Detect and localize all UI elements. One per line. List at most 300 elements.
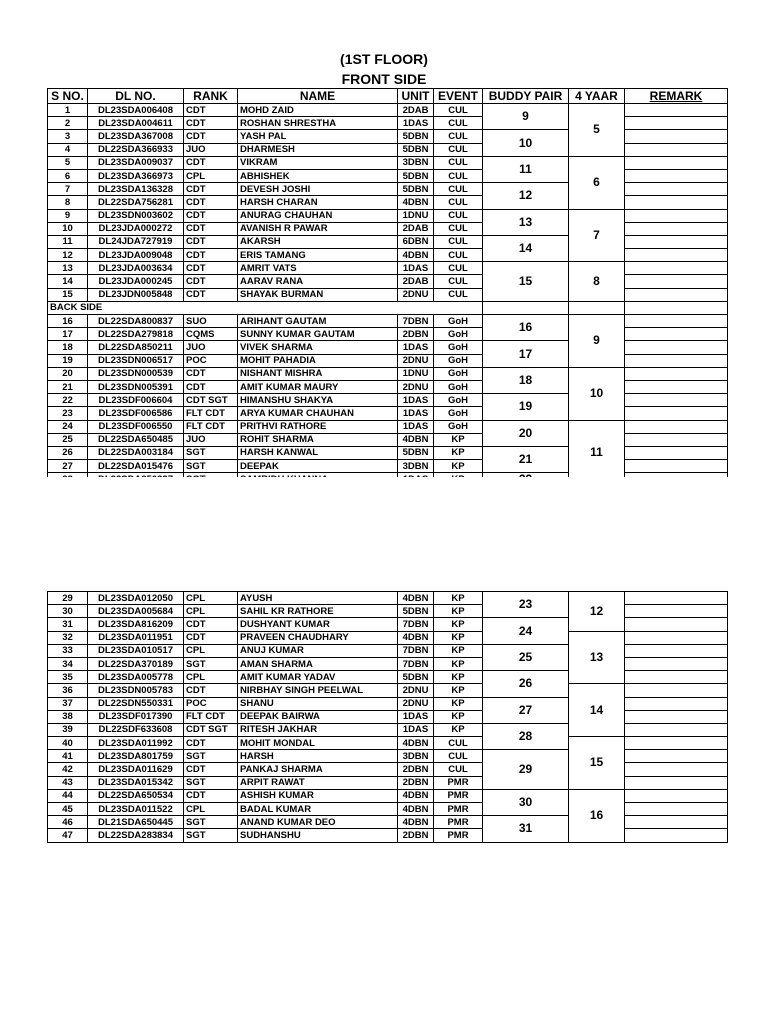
sno-cell: 8 — [48, 196, 88, 209]
dlno-cell: DL23SDA011992 — [88, 737, 184, 750]
rank-cell: FLT CDT — [184, 420, 238, 433]
buddy-pair-cell: 19 — [483, 394, 569, 420]
name-cell: DUSHYANT KUMAR — [238, 618, 398, 631]
event-cell: KP — [434, 644, 483, 657]
remark-cell — [625, 367, 728, 380]
buddy-pair-cell: 12 — [483, 183, 569, 209]
buddy-pair-cell: 9 — [483, 104, 569, 130]
sno-cell: 1 — [48, 104, 88, 117]
table-row — [48, 710, 728, 723]
table-row — [48, 315, 728, 328]
dlno-cell: DL22SDA003184 — [88, 446, 184, 459]
name-cell: NIRBHAY SINGH PEELWAL — [238, 684, 398, 697]
table-row — [48, 275, 728, 288]
dlno-cell: DL23JDN005848 — [88, 288, 184, 301]
dlno-cell: DL23SDF006604 — [88, 394, 184, 407]
remark-cell — [625, 618, 728, 631]
buddy-pair-cell: 17 — [483, 341, 569, 367]
sno-cell: 3 — [48, 130, 88, 143]
remark-cell — [625, 249, 728, 262]
name-cell: SHAYAK BURMAN — [238, 288, 398, 301]
name-cell: AVANISH R PAWAR — [238, 222, 398, 235]
dlno-cell: DL23SDA005778 — [88, 671, 184, 684]
table-row — [48, 671, 728, 684]
rank-cell: SGT — [184, 657, 238, 670]
col-rank: RANK — [184, 89, 238, 104]
buddy-pair-cell: 18 — [483, 367, 569, 393]
table-row — [48, 196, 728, 209]
table-row — [48, 631, 728, 644]
name-cell: AKARSH — [238, 235, 398, 248]
buddy-pair-cell: 23 — [483, 592, 569, 618]
table-row — [48, 341, 728, 354]
name-cell: DEVESH JOSHI — [238, 183, 398, 196]
dlno-cell: DL22SDA850211 — [88, 341, 184, 354]
rank-cell: SUO — [184, 315, 238, 328]
table-row — [48, 763, 728, 776]
sno-cell: 6 — [48, 169, 88, 182]
buddy-pair-cell: 16 — [483, 315, 569, 341]
event-cell: CUL — [434, 222, 483, 235]
name-cell: ABHISHEK — [238, 169, 398, 182]
remark-cell — [625, 315, 728, 328]
dlno-cell: DL21SDA650445 — [88, 816, 184, 829]
rank-cell: CPL — [184, 605, 238, 618]
dlno-cell: DL23SDA366973 — [88, 169, 184, 182]
sno-cell: 13 — [48, 262, 88, 275]
rank-cell: CDT — [184, 631, 238, 644]
name-cell: ROSHAN SHRESTHA — [238, 117, 398, 130]
name-cell: AMRIT VATS — [238, 262, 398, 275]
event-cell: CUL — [434, 275, 483, 288]
sno-cell: 21 — [48, 380, 88, 393]
unit-cell: 2DNU — [398, 288, 434, 301]
event-cell: GoH — [434, 367, 483, 380]
table-row — [48, 262, 728, 275]
table-row — [48, 723, 728, 736]
sno-cell: 42 — [48, 763, 88, 776]
unit-cell: 1DAS — [398, 117, 434, 130]
unit-cell: 2DAB — [398, 222, 434, 235]
event-cell: PMR — [434, 816, 483, 829]
remark-cell — [625, 829, 728, 842]
remark-cell — [625, 446, 728, 459]
remark-cell — [625, 750, 728, 763]
rank-cell: CDT — [184, 196, 238, 209]
table-row — [48, 235, 728, 248]
remark-cell — [625, 328, 728, 341]
name-cell: DHARMESH — [238, 143, 398, 156]
event-cell: CUL — [434, 117, 483, 130]
remark-cell — [625, 380, 728, 393]
table-row — [48, 644, 728, 657]
remark-cell — [625, 143, 728, 156]
unit-cell: 3DBN — [398, 460, 434, 473]
sno-cell: 22 — [48, 394, 88, 407]
event-cell: KP — [434, 618, 483, 631]
event-cell: CUL — [434, 288, 483, 301]
name-cell: RITESH JAKHAR — [238, 723, 398, 736]
buddy-pair-cell: 28 — [483, 723, 569, 749]
floor-title: (1ST FLOOR) — [340, 51, 428, 67]
table-row — [48, 816, 728, 829]
table-row — [48, 380, 728, 393]
remark-cell — [625, 288, 728, 301]
dlno-cell: DL22SDA015476 — [88, 460, 184, 473]
rank-cell: CDT — [184, 789, 238, 802]
name-cell: HARSH CHARAN — [238, 196, 398, 209]
event-cell: KP — [434, 723, 483, 736]
remark-cell — [625, 117, 728, 130]
rank-cell: SGT — [184, 750, 238, 763]
rank-cell: CPL — [184, 803, 238, 816]
name-cell: ARIHANT GAUTAM — [238, 315, 398, 328]
sno-cell: 16 — [48, 315, 88, 328]
dlno-cell: DL23SDA006408 — [88, 104, 184, 117]
dlno-cell: DL24JDA727919 — [88, 235, 184, 248]
table-row — [48, 592, 728, 605]
dlno-cell: DL23SDA367008 — [88, 130, 184, 143]
event-cell: KP — [434, 446, 483, 459]
unit-cell: 2DNU — [398, 380, 434, 393]
buddy-pair-cell: 29 — [483, 750, 569, 790]
rank-cell: SGT — [184, 460, 238, 473]
dlno-cell: DL22SDA283834 — [88, 829, 184, 842]
table-row — [48, 460, 728, 473]
unit-cell: 7DBN — [398, 644, 434, 657]
table-row — [48, 249, 728, 262]
yaar-cell: 7 — [569, 209, 625, 262]
rank-cell: CDT — [184, 262, 238, 275]
yaar-cell: 5 — [569, 104, 625, 157]
dlno-cell: DL23SDA136328 — [88, 183, 184, 196]
yaar-cell: 9 — [569, 315, 625, 368]
buddy-pair-cell: 25 — [483, 644, 569, 670]
unit-cell: 7DBN — [398, 315, 434, 328]
rank-cell: CDT — [184, 156, 238, 169]
dlno-cell: DL23SDA011629 — [88, 763, 184, 776]
name-cell: PRITHVI RATHORE — [238, 420, 398, 433]
buddy-pair-cell: 27 — [483, 697, 569, 723]
remark-cell — [625, 196, 728, 209]
unit-cell: 7DBN — [398, 657, 434, 670]
table-row — [48, 446, 728, 459]
dlno-cell: DL22SDA800837 — [88, 315, 184, 328]
rank-cell: CDT — [184, 209, 238, 222]
rank-cell: JUO — [184, 433, 238, 446]
rank-cell: CDT — [184, 130, 238, 143]
table-row — [48, 394, 728, 407]
sno-cell: 30 — [48, 605, 88, 618]
rank-cell: JUO — [184, 143, 238, 156]
event-cell: CUL — [434, 130, 483, 143]
event-cell: PMR — [434, 776, 483, 789]
remark-cell — [625, 262, 728, 275]
unit-cell: 1DAS — [398, 341, 434, 354]
dlno-cell: DL23SDA801759 — [88, 750, 184, 763]
buddy-pair-cell: 26 — [483, 671, 569, 697]
remark-cell — [625, 737, 728, 750]
yaar-empty — [569, 301, 625, 314]
name-cell: HARSH — [238, 750, 398, 763]
remark-cell — [625, 631, 728, 644]
name-cell: AMIT KUMAR YADAV — [238, 671, 398, 684]
buddy-pair-cell: 21 — [483, 446, 569, 472]
remark-cell — [625, 605, 728, 618]
dlno-cell: DL23JDA003634 — [88, 262, 184, 275]
name-cell: AARAV RANA — [238, 275, 398, 288]
buddy-pair-cell: 20 — [483, 420, 569, 446]
unit-cell: 2DBN — [398, 328, 434, 341]
rank-cell: SGT — [184, 446, 238, 459]
name-cell: DEEPAK BAIRWA — [238, 710, 398, 723]
remark-cell — [625, 394, 728, 407]
name-cell: ROHIT SHARMA — [238, 433, 398, 446]
event-cell: GoH — [434, 407, 483, 420]
rank-cell: CDT SGT — [184, 394, 238, 407]
unit-cell: 5DBN — [398, 183, 434, 196]
unit-cell: 1DNU — [398, 209, 434, 222]
unit-cell: 1DAS — [398, 262, 434, 275]
rank-cell: CDT SGT — [184, 723, 238, 736]
table-row — [48, 433, 728, 446]
table-row — [48, 420, 728, 433]
rank-cell: CDT — [184, 275, 238, 288]
table-row — [48, 117, 728, 130]
table-row — [48, 697, 728, 710]
sno-cell: 26 — [48, 446, 88, 459]
rank-cell: CDT — [184, 288, 238, 301]
event-cell: KP — [434, 592, 483, 605]
dlno-cell: DL22SDA650485 — [88, 433, 184, 446]
sno-cell: 10 — [48, 222, 88, 235]
name-cell: HIMANSHU SHAKYA — [238, 394, 398, 407]
yaar-cell: 13 — [569, 631, 625, 684]
unit-cell: 5DBN — [398, 143, 434, 156]
dlno-cell: DL23SDA012050 — [88, 592, 184, 605]
yaar-cell: 6 — [569, 156, 625, 209]
dlno-cell: DL23SDA009037 — [88, 156, 184, 169]
event-cell: PMR — [434, 803, 483, 816]
name-cell: YASH PAL — [238, 130, 398, 143]
remark-cell — [625, 433, 728, 446]
event-cell: CUL — [434, 763, 483, 776]
rank-cell: CDT — [184, 183, 238, 196]
remark-cell — [625, 275, 728, 288]
header-row — [48, 89, 728, 104]
table-row — [48, 209, 728, 222]
dlno-cell: DL22SDF633608 — [88, 723, 184, 736]
event-cell: GoH — [434, 394, 483, 407]
event-cell: CUL — [434, 750, 483, 763]
unit-cell: 1DAS — [398, 394, 434, 407]
yaar-cell: 14 — [569, 684, 625, 737]
sno-cell: 43 — [48, 776, 88, 789]
unit-cell: 4DBN — [398, 789, 434, 802]
dlno-cell: DL23SDF017390 — [88, 710, 184, 723]
remark-cell — [625, 816, 728, 829]
rank-cell: POC — [184, 354, 238, 367]
event-cell: KP — [434, 710, 483, 723]
yaar-cell: 10 — [569, 367, 625, 420]
event-cell: GoH — [434, 420, 483, 433]
name-cell: MOHIT PAHADIA — [238, 354, 398, 367]
rank-cell: CDT — [184, 618, 238, 631]
sno-cell: 2 — [48, 117, 88, 130]
remark-cell — [625, 301, 728, 314]
table-row — [48, 354, 728, 367]
sno-cell: 46 — [48, 816, 88, 829]
table-row — [48, 183, 728, 196]
event-cell: KP — [434, 631, 483, 644]
dlno-cell: DL22SDA650534 — [88, 789, 184, 802]
name-cell: SUDHANSHU — [238, 829, 398, 842]
unit-cell: 2DBN — [398, 829, 434, 842]
dlno-cell: DL23SDN003602 — [88, 209, 184, 222]
event-cell: CUL — [434, 143, 483, 156]
dlno-cell: DL23SDN000539 — [88, 367, 184, 380]
event-cell: CUL — [434, 249, 483, 262]
unit-cell: 5DBN — [398, 671, 434, 684]
unit-cell: 4DBN — [398, 631, 434, 644]
unit-cell: 6DBN — [398, 235, 434, 248]
event-cell: CUL — [434, 183, 483, 196]
sno-cell: 9 — [48, 209, 88, 222]
table-row — [48, 684, 728, 697]
unit-cell: 2DBN — [398, 763, 434, 776]
sno-cell: 41 — [48, 750, 88, 763]
event-cell: CUL — [434, 196, 483, 209]
yaar-cell: 16 — [569, 789, 625, 842]
col-event: EVENT — [434, 89, 483, 104]
name-cell: DEEPAK — [238, 460, 398, 473]
buddy-pair-empty — [483, 301, 569, 314]
sno-cell: 15 — [48, 288, 88, 301]
unit-cell: 1DNU — [398, 367, 434, 380]
unit-cell: 4DBN — [398, 592, 434, 605]
name-cell: ANURAG CHAUHAN — [238, 209, 398, 222]
unit-cell: 2DBN — [398, 776, 434, 789]
sno-cell: 4 — [48, 143, 88, 156]
name-cell: SHANU — [238, 697, 398, 710]
dlno-cell: DL22SDN550331 — [88, 697, 184, 710]
col-buddy-pair: BUDDY PAIR — [483, 89, 569, 104]
table-row — [48, 104, 728, 117]
remark-cell — [625, 235, 728, 248]
remark-cell — [625, 657, 728, 670]
sno-cell: 33 — [48, 644, 88, 657]
sno-cell: 19 — [48, 354, 88, 367]
sno-cell: 38 — [48, 710, 88, 723]
unit-cell: 4DBN — [398, 816, 434, 829]
rank-cell: CPL — [184, 644, 238, 657]
dlno-cell: DL23JDA000272 — [88, 222, 184, 235]
table-row — [48, 130, 728, 143]
table-row — [48, 789, 728, 802]
event-cell: KP — [434, 671, 483, 684]
remark-cell — [625, 341, 728, 354]
rank-cell: CDT — [184, 235, 238, 248]
rank-cell: SGT — [184, 829, 238, 842]
dlno-cell: DL23SDF006586 — [88, 407, 184, 420]
roster-table-top — [47, 88, 728, 486]
rank-cell: CDT — [184, 763, 238, 776]
name-cell: AMIT KUMAR MAURY — [238, 380, 398, 393]
buddy-pair-cell: 11 — [483, 156, 569, 182]
remark-cell — [625, 684, 728, 697]
remark-cell — [625, 354, 728, 367]
col-name: NAME — [238, 89, 398, 104]
table-row — [48, 657, 728, 670]
name-cell: PANKAJ SHARMA — [238, 763, 398, 776]
sno-cell: 34 — [48, 657, 88, 670]
unit-cell: 3DBN — [398, 750, 434, 763]
event-cell: KP — [434, 657, 483, 670]
sno-cell: 17 — [48, 328, 88, 341]
sno-cell: 25 — [48, 433, 88, 446]
sno-cell: 31 — [48, 618, 88, 631]
event-cell: GoH — [434, 354, 483, 367]
unit-cell: 2DNU — [398, 697, 434, 710]
rank-cell: CPL — [184, 169, 238, 182]
unit-cell: 1DAS — [398, 420, 434, 433]
dlno-cell: DL23SDA005684 — [88, 605, 184, 618]
rank-cell: CQMS — [184, 328, 238, 341]
unit-cell: 5DBN — [398, 169, 434, 182]
dlno-cell: DL22SDA366933 — [88, 143, 184, 156]
remark-cell — [625, 420, 728, 433]
remark-cell — [625, 592, 728, 605]
table-row — [48, 750, 728, 763]
sno-cell: 29 — [48, 592, 88, 605]
roster-table-bottom — [47, 591, 728, 843]
event-cell: CUL — [434, 737, 483, 750]
yaar-cell: 12 — [569, 592, 625, 632]
unit-cell: 1DAS — [398, 723, 434, 736]
name-cell: AMAN SHARMA — [238, 657, 398, 670]
event-cell: KP — [434, 433, 483, 446]
event-cell: GoH — [434, 341, 483, 354]
unit-cell: 1DAS — [398, 710, 434, 723]
unit-cell: 2DAB — [398, 275, 434, 288]
table-row — [48, 143, 728, 156]
name-cell: SUNNY KUMAR GAUTAM — [238, 328, 398, 341]
buddy-pair-cell: 31 — [483, 816, 569, 842]
name-cell: VIVEK SHARMA — [238, 341, 398, 354]
sno-cell: 14 — [48, 275, 88, 288]
event-cell: KP — [434, 684, 483, 697]
side-title: FRONT SIDE — [341, 71, 427, 87]
table-row — [48, 169, 728, 182]
remark-cell — [625, 222, 728, 235]
rank-cell: SGT — [184, 816, 238, 829]
sno-cell: 44 — [48, 789, 88, 802]
dlno-cell: DL23SDA011951 — [88, 631, 184, 644]
table-row — [48, 328, 728, 341]
buddy-pair-cell: 14 — [483, 235, 569, 261]
unit-cell: 5DBN — [398, 446, 434, 459]
dlno-cell: DL23SDA015342 — [88, 776, 184, 789]
name-cell: ANAND KUMAR DEO — [238, 816, 398, 829]
rank-cell: CPL — [184, 592, 238, 605]
buddy-pair-cell: 15 — [483, 262, 569, 302]
dlno-cell: DL23SDA816209 — [88, 618, 184, 631]
sno-cell: 23 — [48, 407, 88, 420]
remark-cell — [625, 156, 728, 169]
sno-cell: 45 — [48, 803, 88, 816]
rank-cell: JUO — [184, 341, 238, 354]
buddy-pair-cell: 10 — [483, 130, 569, 156]
